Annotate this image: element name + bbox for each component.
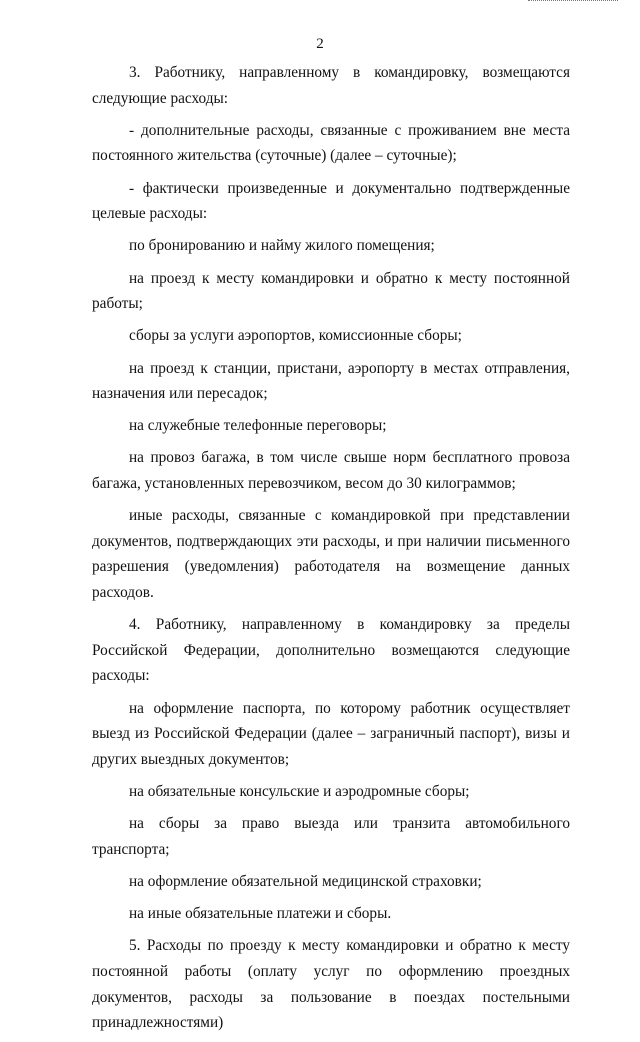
paragraph-station-travel: на проезд к станции, пристани, аэропорту в местах отправления, назначения или пересадок; (92, 359, 570, 403)
paragraph-passport: на оформление паспорта, по которому работник осуществляет выезд из Российской Федерации (далее – заграничный паспорт), визы и других выездных документов; (92, 699, 570, 768)
scan-edge-mark (528, 0, 618, 3)
document-body (92, 60, 570, 1042)
paragraph-travel: на проезд к месту командировки и обратно к месту постоянной работы; (92, 269, 570, 313)
paragraph-baggage: на провоз багажа, в том числе свыше норм бесплатного провоза багажа, установленных перевозчиком, весом до 30 килограммов; (92, 449, 570, 493)
paragraph-5-intro: 5. Расходы по проезду к месту командировки и обратно к месту постоянной работы (оплату услуг по оформлению проездных документов, расходы за пользование в поездах постельными принадлежностями) (92, 937, 570, 1032)
paragraph-consular-fees: на обязательные консульские и аэродромные сборы; (129, 782, 470, 800)
paragraph-housing: по бронированию и найму жилого помещения; (129, 237, 435, 255)
paragraph-other-expenses: иные расходы, связанные с командировкой при представлении документов, подтверждающих эти расходы, и при наличии письменного разрешения (уведомления) работодателя на возмещение данных расходов. (92, 507, 570, 602)
paragraph-4-intro: 4. Работнику, направленному в командировку за пределы Российской Федерации, дополнительно возмещаются следующие расходы: (92, 616, 570, 685)
paragraph-3-intro: 3. Работнику, направленному в командировку, возмещаются следующие расходы: (92, 64, 570, 107)
paragraph-actual-expenses: - фактически произведенные и документально подтвержденные целевые расходы: (92, 179, 570, 223)
paragraph-per-diem: - дополнительные расходы, связанные с проживанием вне места постоянного жительства (суточные) (далее – суточные); (92, 121, 570, 165)
paragraph-medical-insurance: на оформление обязательной медицинской страховки; (129, 872, 482, 890)
paragraph-other-payments: на иные обязательные платежи и сборы. (129, 905, 392, 923)
paragraph-transit-fees: на сборы за право выезда или транзита автомобильного транспорта; (92, 815, 570, 858)
paragraph-airport-fees: сборы за услуги аэропортов, комиссионные сборы; (129, 327, 462, 345)
page-number: 2 (316, 36, 324, 52)
paragraph-phone: на служебные телефонные переговоры; (129, 417, 387, 435)
